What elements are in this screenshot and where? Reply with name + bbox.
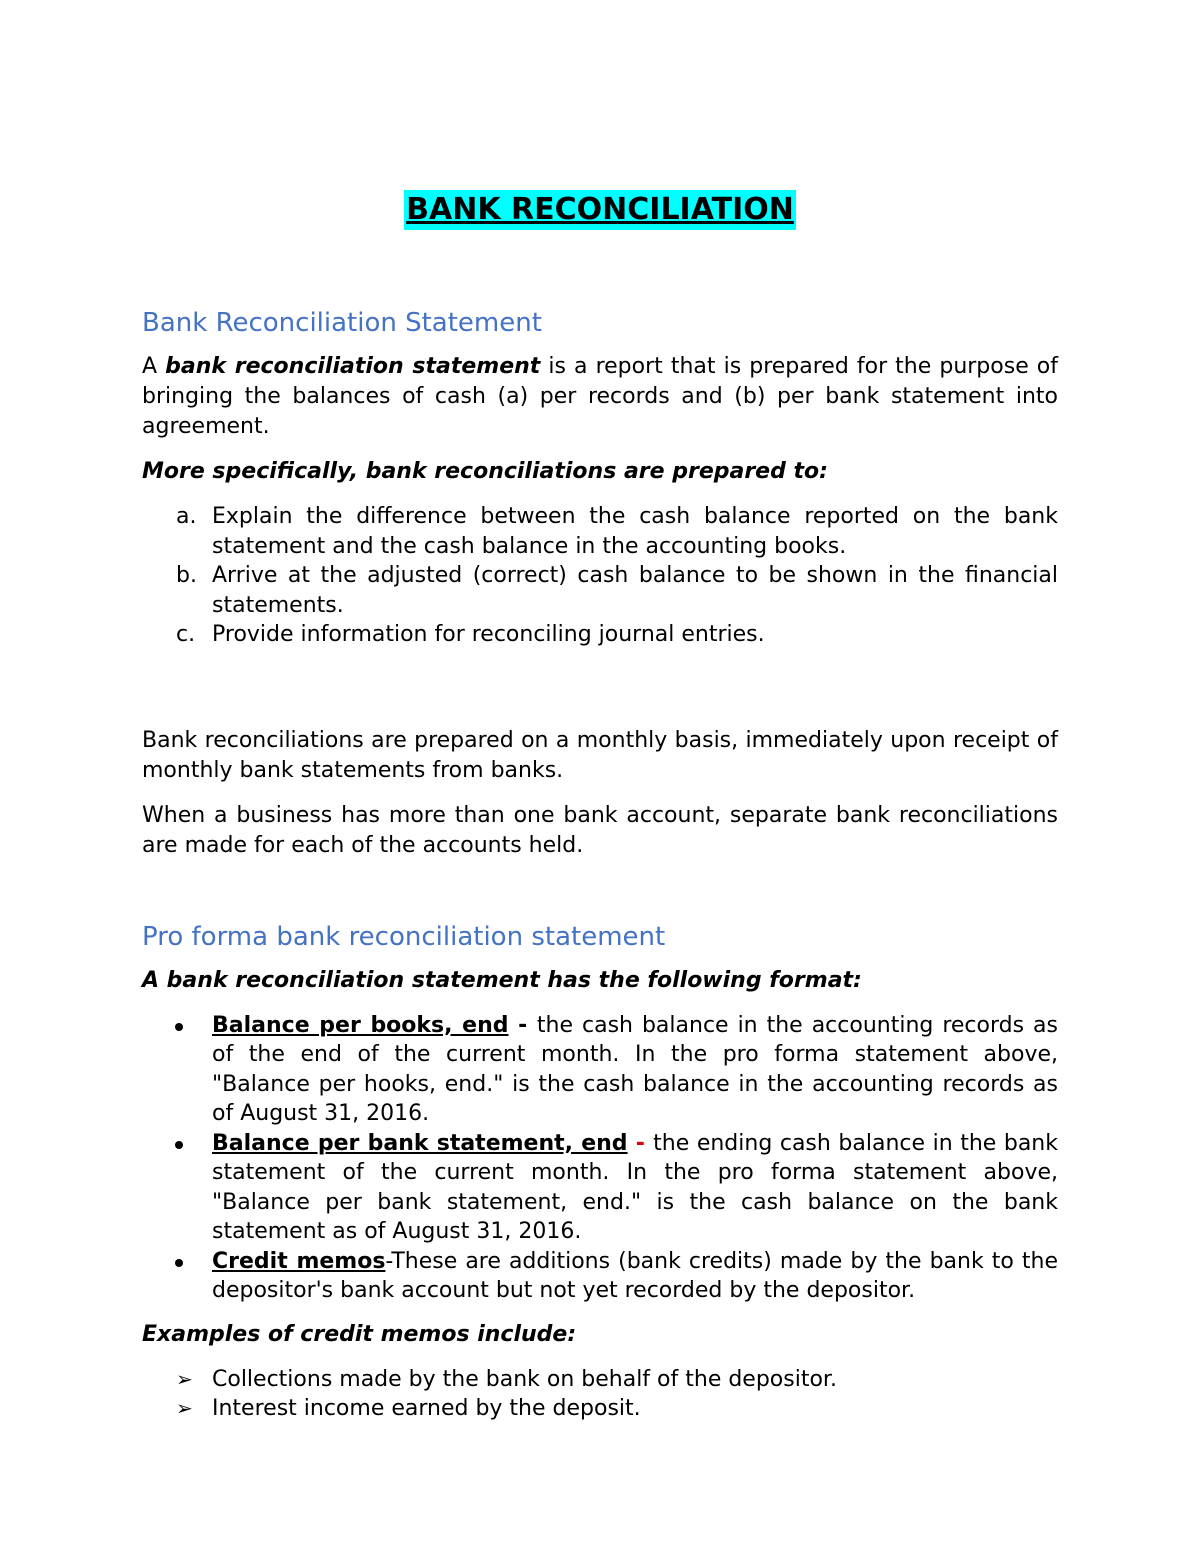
example-text: Interest income earned by the deposit. xyxy=(212,1396,641,1421)
monthly-basis-paragraph: Bank reconciliations are prepared on a monthly basis, immediately upon receipt of monthly bank statements from banks. xyxy=(142,727,1058,783)
example-item xyxy=(142,1365,1058,1395)
list-item-text: Explain the difference between the cash balance reported on the bank statement and the cash balance in the accounting books. xyxy=(212,504,1058,559)
purpose-list xyxy=(142,502,1058,650)
list-marker: a. xyxy=(176,504,197,529)
intro-term: bank reconciliation statement xyxy=(165,354,541,379)
bullet-separator: - xyxy=(385,1248,392,1274)
intro-rest: is a report that is prepared for the purpose of bringing the balances of cash (a) per records and (b) per bank statement into agreement. xyxy=(142,354,1058,439)
purpose-lead: More specifically, bank reconciliations are prepared to: xyxy=(142,459,828,484)
list-marker: b. xyxy=(176,563,197,588)
spacer xyxy=(142,696,1058,726)
arrow-bullet-icon: ➢ xyxy=(176,1396,193,1420)
list-item xyxy=(142,502,1058,561)
bullet-dot-icon xyxy=(175,1141,183,1149)
format-lead: A bank reconciliation statement has the following format: xyxy=(142,967,862,993)
arrow-bullet-icon: ➢ xyxy=(176,1366,193,1391)
section-heading-statement: Bank Reconciliation Statement xyxy=(142,308,542,338)
example-text: Collections made by the bank on behalf of the depositor. xyxy=(212,1366,837,1392)
bullet-separator: - xyxy=(508,1012,537,1038)
list-item-text: Arrive at the adjusted (correct) cash balance to be shown in the financial statements. xyxy=(212,563,1058,618)
document-title: BANK RECONCILIATION xyxy=(404,190,796,230)
title-wrapper xyxy=(142,190,1058,230)
bullet-separator: - xyxy=(627,1130,654,1156)
multiple-accounts-paragraph: When a business has more than one bank account, separate bank reconciliations are made for each of the accounts held. xyxy=(142,802,1058,858)
bullet-text: the ending cash balance in the bank statement of the current month. In the pro forma statement above, "Balance per bank statement, end." is the cash balance on the bank statement as of August 31, 2016. xyxy=(212,1130,1058,1244)
bullet-term: Balance per bank statement, end xyxy=(212,1130,628,1156)
bullet-item xyxy=(142,1129,1058,1247)
intro-paragraph xyxy=(142,352,1058,442)
bullet-item xyxy=(142,1247,1058,1306)
examples-list xyxy=(142,1365,1058,1424)
list-marker: c. xyxy=(176,622,196,647)
intro-prefix: A xyxy=(142,354,166,379)
bullet-dot-icon xyxy=(175,1259,183,1267)
format-bullet-list xyxy=(142,1011,1058,1306)
spacer xyxy=(142,876,1058,920)
list-item xyxy=(142,620,1058,650)
list-item xyxy=(142,561,1058,620)
section-heading-pro-forma: Pro forma bank reconciliation statement xyxy=(142,921,666,952)
list-item-text: Provide information for reconciling journal entries. xyxy=(212,622,765,647)
bullet-term: Balance per books, end xyxy=(212,1012,509,1038)
document-content xyxy=(142,190,1058,1424)
bullet-dot-icon xyxy=(175,1023,183,1031)
bullet-text: These are additions (bank credits) made by the bank to the depositor's bank account but not yet recorded by the depositor. xyxy=(212,1248,1058,1303)
bullet-text: the cash balance in the accounting records as of the end of the current month. In the pro forma statement above, "Balance per hooks, end." is the cash balance in the accounting records as of August 31, 2016. xyxy=(212,1012,1058,1126)
bullet-item xyxy=(142,1011,1058,1129)
examples-lead: Examples of credit memos include: xyxy=(142,1321,577,1347)
example-item xyxy=(142,1394,1058,1424)
bullet-term: Credit memos xyxy=(212,1248,386,1274)
